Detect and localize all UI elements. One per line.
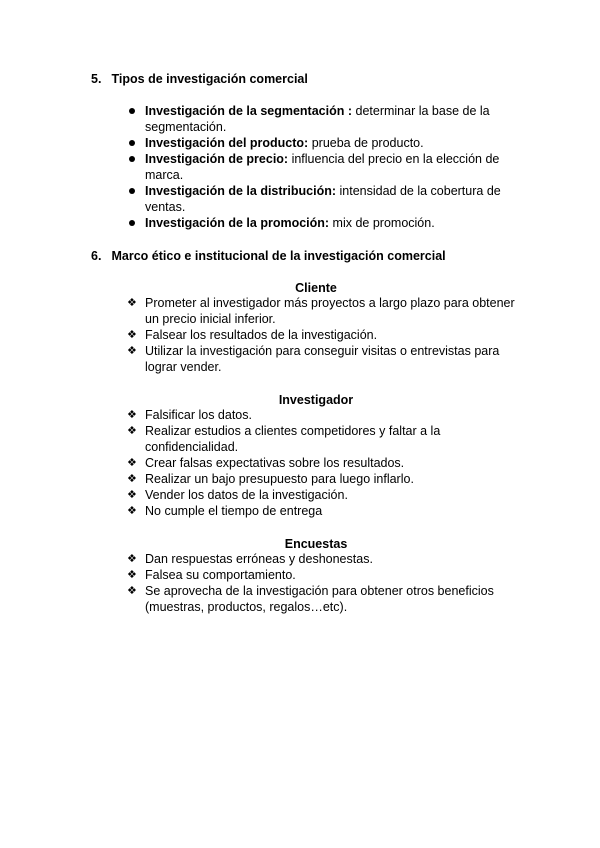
item-text: Vender los datos de la investigación. [145,488,348,502]
item-text: Falsea su comportamiento. [145,568,296,582]
investigador-list [127,407,527,519]
investigador-subheading: Investigador [278,393,354,407]
item-text: Realizar un bajo presupuesto para luego inflarlo. [145,472,414,486]
list-item [127,103,502,135]
list-item [127,151,502,183]
item-desc: mix de promoción. [332,216,435,230]
item-text: No cumple el tiempo de entrega [145,504,323,518]
bullet-icon [129,140,135,146]
item-text: Dan respuestas erróneas y deshonestas. [145,552,373,566]
list-item [127,215,502,231]
list-item [127,487,527,503]
section-6-heading [91,248,446,264]
list-item [127,295,527,327]
diamond-bullet-icon: ❖ [127,296,137,309]
item-text: Falsificar los datos. [145,408,252,422]
section-5-heading [91,71,308,87]
bullet-icon [129,220,135,226]
list-item [127,503,527,519]
item-text: Prometer al investigador más proyectos a largo plazo para obtener un precio inicial inferior. [145,296,515,326]
list-item [127,327,527,343]
diamond-bullet-icon: ❖ [127,552,137,565]
diamond-bullet-icon: ❖ [127,584,137,597]
item-term: Investigación de la promoción: [145,216,330,230]
item-term: Investigación de precio: [145,152,289,166]
list-item [127,343,527,375]
list-item [127,551,527,567]
encuestas-subheading: Encuestas [284,537,348,551]
item-text: Utilizar la investigación para conseguir visitas o entrevistas para lograr vender. [145,344,500,374]
section-5-number: 5. [91,72,102,86]
cliente-subheading: Cliente [295,281,337,295]
item-term: Investigación de la segmentación : [145,104,353,118]
list-item [127,567,527,583]
cliente-list [127,295,527,375]
item-term: Investigación del producto: [145,136,309,150]
list-item [127,471,527,487]
diamond-bullet-icon: ❖ [127,328,137,341]
bullet-icon [129,156,135,162]
diamond-bullet-icon: ❖ [127,456,137,469]
list-item [127,135,502,151]
diamond-bullet-icon: ❖ [127,504,137,517]
section-6-number: 6. [91,249,102,263]
bullet-icon [129,108,135,114]
list-item [127,455,527,471]
bullet-icon [129,188,135,194]
item-desc: influencia del precio en la elección de marca. [145,152,500,182]
diamond-bullet-icon: ❖ [127,568,137,581]
diamond-bullet-icon: ❖ [127,408,137,421]
list-item [127,583,515,615]
diamond-bullet-icon: ❖ [127,344,137,357]
diamond-bullet-icon: ❖ [127,488,137,501]
section-5-title: Tipos de investigación comercial [111,72,308,86]
list-item [127,407,527,423]
item-desc: prueba de producto. [311,136,424,150]
item-desc: intensidad de la cobertura de ventas. [145,184,501,214]
item-text: Crear falsas expectativas sobre los resultados. [145,456,405,470]
encuestas-list [127,551,527,615]
list-item [127,183,502,215]
diamond-bullet-icon: ❖ [127,472,137,485]
item-text: Falsear los resultados de la investigación. [145,328,378,342]
item-term: Investigación de la distribución: [145,184,337,198]
list-item [127,423,445,455]
section-6-title: Marco ético e institucional de la investigación comercial [111,249,446,263]
item-text: Realizar estudios a clientes competidores y faltar a la confidencialidad. [145,424,441,454]
segmentation-types-list [127,103,502,231]
diamond-bullet-icon: ❖ [127,424,137,437]
item-text: Se aprovecha de la investigación para obtener otros beneficios (muestras, productos, regalos…etc). [145,584,494,614]
item-desc: determinar la base de la segmentación. [145,104,490,134]
